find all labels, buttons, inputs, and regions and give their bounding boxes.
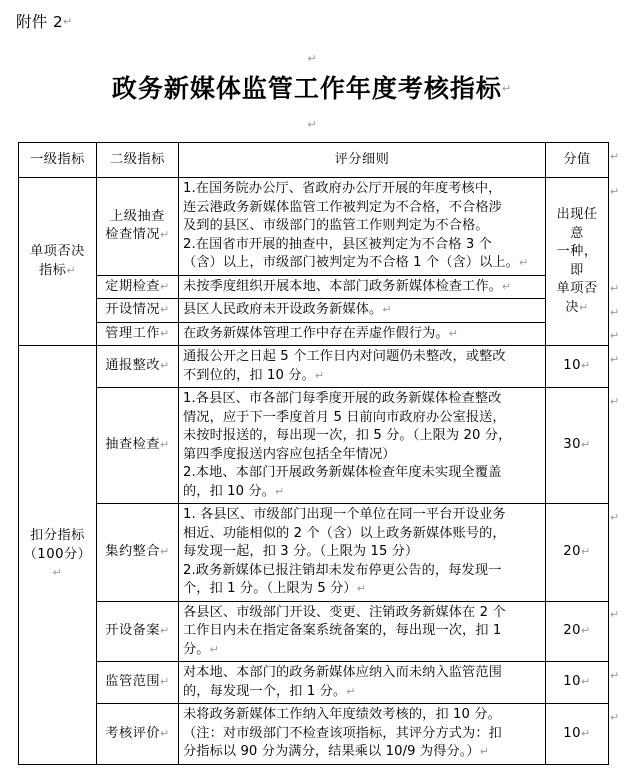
paragraph-mark-icon: ↵	[610, 669, 620, 682]
paragraph-mark-icon: ↵	[581, 359, 591, 373]
table-body	[19, 178, 609, 765]
paragraph-mark-icon: ↵	[63, 15, 73, 28]
criteria-line: 对本地、本部门的政务新媒体应纳入而未纳入监管范围	[183, 665, 502, 680]
scoring-criteria-cell	[179, 299, 546, 323]
level2-indicator-cell	[97, 504, 179, 602]
criteria-line: 未按时报送的，每出现一次，扣 5 分。（上限为 20 分，	[183, 428, 512, 443]
criteria-line: 2.在国省市开展的抽查中，县区被判定为不合格 3 个	[183, 236, 492, 252]
column-header-level1: 一级指标	[19, 143, 97, 178]
paragraph-mark-icon: ↵	[448, 326, 459, 340]
table-row	[19, 178, 609, 276]
paragraph-mark-icon: ↵	[479, 745, 490, 758]
paragraph-mark-icon: ↵	[160, 228, 170, 242]
criteria-line: 相近、功能相似的 2 个（含）以上政务新媒体账号的，	[183, 525, 506, 541]
score-value: 20	[563, 544, 582, 559]
assessment-table	[18, 142, 609, 765]
paragraph-mark-icon: ↵	[581, 545, 591, 558]
paragraph-mark-icon: ↵	[160, 726, 170, 740]
level2-indicator-label: 考核评价↵	[105, 725, 170, 741]
paragraph-mark-icon: ↵	[610, 185, 620, 198]
table-row	[19, 346, 609, 388]
scoring-criteria-cell	[179, 322, 546, 346]
criteria-line: 2.政务新媒体已报注销却未发布停更公告的，每发现一	[183, 562, 502, 578]
level1-indicator-label: 扣分指标	[30, 528, 85, 543]
level1-indicator-cell	[19, 178, 97, 346]
table-row	[19, 662, 609, 704]
criteria-line: 1.在国务院办公厅、省政府办公厅开展的年度考核中，	[183, 181, 502, 196]
paragraph-mark-icon: ↵	[610, 711, 620, 724]
paragraph-mark-icon: ↵	[610, 353, 620, 366]
criteria-line: 未将政务新媒体工作纳入年度绩效考核的，扣 10 分。	[183, 707, 501, 722]
level2-indicator-cell	[97, 346, 179, 388]
criteria-line: 通报公开之日起 5 个工作日内对问题仍未整改，或整改	[183, 349, 506, 364]
paragraph-mark-icon: ↵	[610, 282, 620, 295]
score-cell	[546, 346, 609, 388]
criteria-line: 不到位的，扣 10 分。↵	[183, 367, 325, 383]
level2-indicator-label: 管理工作↵	[105, 325, 170, 341]
criteria-line: 县区人民政府未开设政务新媒体。↵	[183, 302, 392, 317]
paragraph-mark-icon: ↵	[382, 303, 392, 316]
criteria-line: 分指标以 90 分为满分，结果乘以 10/9 为得分。）↵	[183, 744, 490, 759]
assessment-table-wrapper	[18, 142, 608, 765]
table-row	[19, 275, 609, 299]
paragraph-mark-icon: ↵	[314, 368, 325, 382]
scoring-criteria-cell	[179, 346, 546, 388]
page-title-text: 政务新媒体监管工作年度考核指标	[111, 74, 502, 103]
score-cell	[546, 388, 609, 504]
score-value: 30	[563, 437, 582, 453]
paragraph-mark-icon: ↵	[160, 359, 170, 373]
paragraph-mark-icon: ↵	[610, 395, 620, 408]
paragraph-mark-icon: ↵	[610, 306, 620, 319]
paragraph-mark-icon: ↵	[610, 511, 620, 524]
attachment-label	[16, 12, 73, 32]
level1-indicator-cell	[19, 346, 97, 765]
level2-indicator-cell	[97, 275, 179, 299]
paragraph-mark-icon: ↵	[160, 675, 170, 689]
page-title	[0, 72, 624, 106]
level1-indicator-label-line2: 指标↵	[38, 262, 77, 278]
level2-indicator-cell	[97, 704, 179, 765]
criteria-line: 1. 各县区、市级部门出现一个单位在同一平台开设业务	[183, 507, 506, 522]
score-value: 10	[563, 725, 582, 741]
paragraph-mark-icon: ↵	[581, 624, 591, 637]
score-value: 10	[563, 358, 582, 374]
table-row	[19, 704, 609, 765]
table-row	[19, 388, 609, 504]
paragraph-mark-icon: ↵	[160, 303, 170, 316]
level2-indicator-cell	[97, 299, 179, 323]
level2-indicator-label: 集约整合↵	[105, 544, 170, 559]
score-line: 出现任意	[556, 207, 598, 241]
paragraph-mark-icon: ↵	[160, 326, 170, 340]
table-row	[19, 504, 609, 602]
table-header-row	[19, 143, 609, 178]
scoring-criteria-cell	[179, 704, 546, 765]
criteria-line: 未按季度组织开展本地、本部门政务新媒体检查工作。↵	[183, 278, 512, 294]
criteria-line: 分。↵	[183, 641, 219, 657]
level1-indicator-label: 单项否决	[30, 244, 85, 259]
level2-indicator-cell	[97, 662, 179, 704]
paragraph-mark-icon: ↵	[346, 684, 356, 698]
criteria-line: 工作日内未在指定备案系统备案的，每出现一次，扣 1	[183, 623, 502, 638]
level2-indicator-cell	[97, 178, 179, 276]
level2-indicator-label: 上级抽查	[110, 208, 165, 224]
paragraph-mark-icon: ↵	[610, 329, 620, 342]
scoring-criteria-cell	[179, 388, 546, 504]
score-value: 20	[563, 623, 582, 638]
attachment-label-text: 附件 2	[16, 13, 63, 31]
paragraph-mark-icon-above-title: ↵	[307, 52, 317, 65]
paragraph-mark-icon: ↵	[52, 566, 63, 579]
scoring-criteria-cell	[179, 601, 546, 662]
score-cell	[546, 662, 609, 704]
table-row	[19, 299, 609, 323]
column-header-score: 分值	[546, 143, 609, 178]
criteria-line: 个，扣 1 分。（上限为 5 分）↵	[183, 581, 367, 596]
level2-indicator-cell	[97, 388, 179, 504]
level2-indicator-label-line2: 检查情况↵	[105, 227, 170, 243]
paragraph-mark-icon: ↵	[518, 256, 529, 269]
criteria-line: 在政务新媒体管理工作中存在弄虚作假行为。↵	[183, 325, 459, 341]
column-header-level2: 二级指标	[97, 143, 179, 178]
criteria-line: 每发现一起，扣 3 分。（上限为 15 分）	[183, 544, 419, 559]
level2-indicator-label: 抽查检查↵	[105, 437, 170, 453]
table-row	[19, 601, 609, 662]
criteria-line: 2.本地、本部门开展政务新媒体检查年度未实现全覆盖	[183, 465, 502, 480]
paragraph-mark-icon: ↵	[275, 484, 285, 498]
score-value: 10	[563, 674, 582, 690]
criteria-line: 第四季度报送内容应包括全年情况）	[183, 446, 396, 462]
level2-indicator-cell	[97, 601, 179, 662]
paragraph-mark-icon: ↵	[160, 624, 170, 637]
level1-indicator-label-line2: （100分）↵	[23, 546, 92, 579]
score-cell	[546, 704, 609, 765]
criteria-line: （含）以上，市级部门被判定为不合格 1 个（含）以上。↵	[183, 255, 529, 270]
table-row	[19, 322, 609, 346]
scoring-criteria-cell	[179, 662, 546, 704]
level2-indicator-cell	[97, 322, 179, 346]
paragraph-mark-icon: ↵	[581, 675, 591, 689]
score-cell	[546, 178, 609, 346]
criteria-line: 各县区、市级部门开设、变更、注销政务新媒体在 2 个	[183, 604, 506, 620]
column-header-criteria: 评分细则	[179, 143, 546, 178]
criteria-line: 的，每发现一个，扣 1 分。↵	[183, 683, 356, 699]
scoring-criteria-cell	[179, 178, 546, 276]
paragraph-mark-icon: ↵	[160, 279, 170, 293]
paragraph-mark-icon: ↵	[209, 642, 219, 656]
paragraph-mark-icon: ↵	[160, 545, 170, 558]
score-line: 一种，即	[556, 244, 598, 278]
paragraph-mark-icon: ↵	[501, 82, 513, 95]
level2-indicator-label: 通报整改↵	[105, 358, 170, 374]
paragraph-mark-icon: ↵	[356, 582, 367, 595]
paragraph-mark-icon: ↵	[581, 726, 591, 740]
level2-indicator-label: 开设情况↵	[105, 302, 170, 317]
paragraph-mark-icon-below-title: ↵	[307, 118, 317, 131]
level2-indicator-label: 定期检查↵	[105, 278, 170, 294]
paragraph-mark-icon: ↵	[66, 263, 77, 277]
paragraph-mark-icon: ↵	[160, 438, 170, 452]
criteria-line: 的，扣 10 分。↵	[183, 483, 285, 499]
scoring-criteria-cell	[179, 504, 546, 602]
paragraph-mark-icon: ↵	[578, 300, 589, 314]
score-cell	[546, 504, 609, 602]
criteria-line: （注：对市级部门不检查该项指标，其评分方式为：扣	[183, 725, 502, 741]
criteria-line: 及到的县区、市级部门的监管工作则判定为不合格。	[183, 218, 489, 233]
paragraph-mark-icon: ↵	[501, 279, 512, 293]
paragraph-mark-icon: ↵	[610, 608, 620, 621]
criteria-line: 连云港政务新媒体监管工作被判定为不合格，不合格涉	[183, 199, 502, 215]
level2-indicator-label: 监管范围↵	[105, 674, 170, 690]
paragraph-mark-icon: ↵	[610, 150, 620, 163]
level2-indicator-label: 开设备案↵	[105, 623, 170, 638]
criteria-line: 情况，应于下一季度首月 5 日前向市政府办公室报送，	[183, 409, 506, 425]
criteria-line: 1.各县区、市各部门每季度开展的政务新媒体检查整改	[183, 391, 502, 406]
score-line: 单项否决↵	[556, 281, 598, 315]
paragraph-mark-icon: ↵	[581, 438, 591, 452]
scoring-criteria-cell	[179, 275, 546, 299]
score-cell	[546, 601, 609, 662]
